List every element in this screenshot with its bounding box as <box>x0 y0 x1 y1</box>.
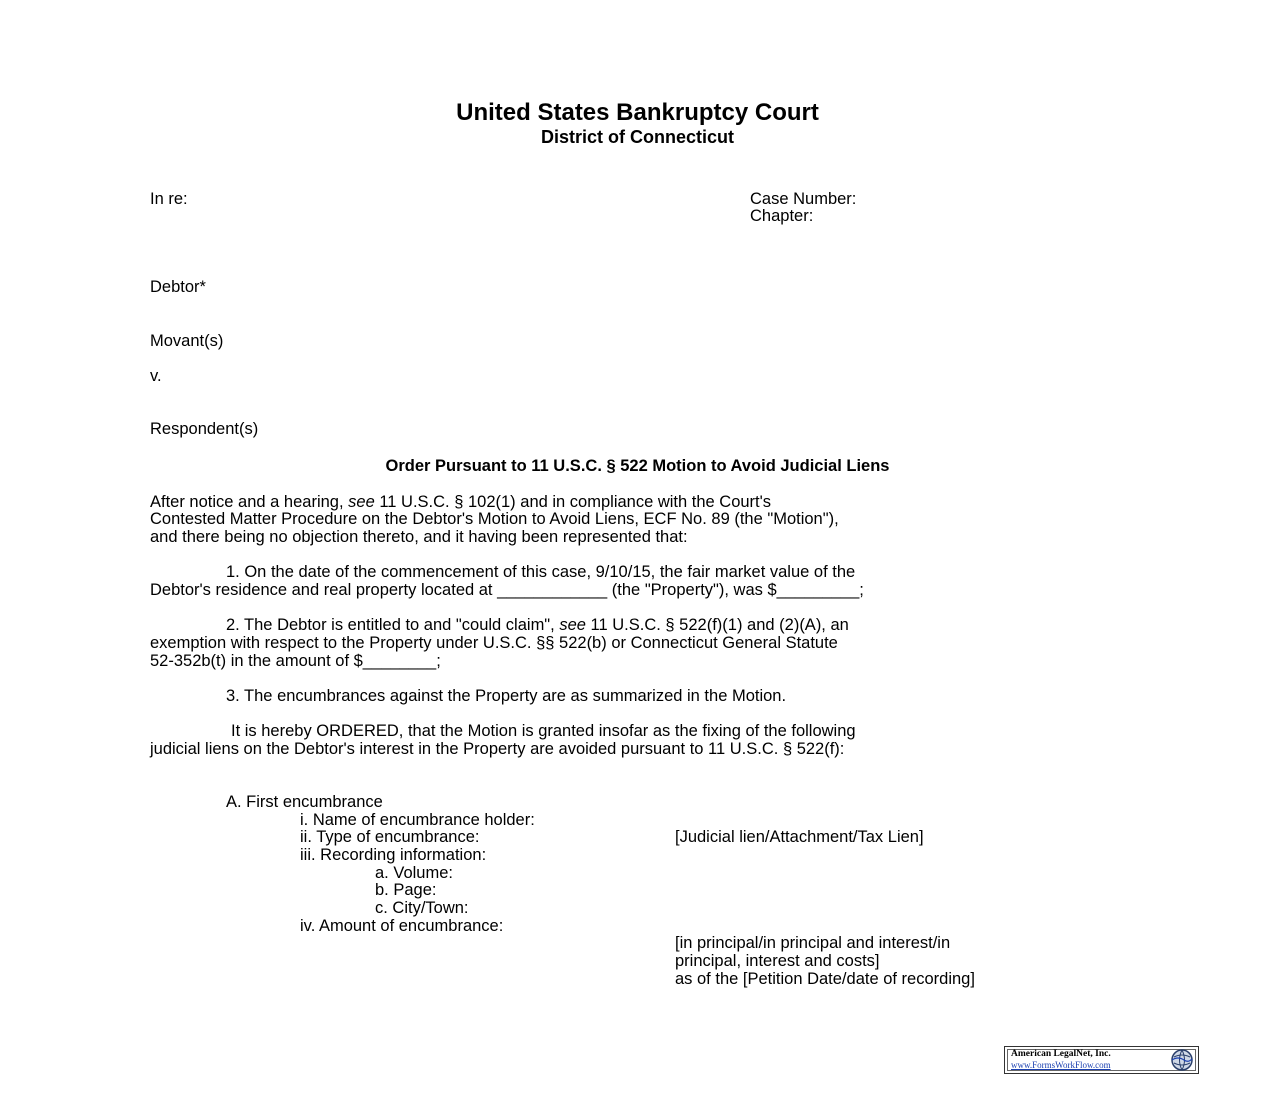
respondent-label: Respondent(s) <box>150 420 259 438</box>
logo-company-name: American LegalNet, Inc. <box>1011 1049 1111 1059</box>
city-town-label: c. City/Town: <box>375 899 469 917</box>
encumbrance-amount-value-3: as of the [Petition Date/date of recording] <box>675 970 975 988</box>
encumbrance-amount-value-1: [in principal/in principal and interest/in <box>675 934 951 952</box>
american-legalnet-logo[interactable] <box>1004 1046 1199 1074</box>
encumbrance-amount-value-2: principal, interest and costs] <box>675 952 880 970</box>
district-subtitle: District of Connecticut <box>540 127 734 147</box>
chapter-label: Chapter: <box>750 207 814 225</box>
movant-label: Movant(s) <box>150 332 224 350</box>
debtor-label: Debtor* <box>150 278 206 296</box>
finding-3: 3. The encumbrances against the Property are as summarized in the Motion. <box>226 687 787 705</box>
case-number-label: Case Number: <box>750 190 857 208</box>
recording-info-label: iii. Recording information: <box>300 846 487 864</box>
encumbrance-type-value: [Judicial lien/Attachment/Tax Lien] <box>675 828 924 846</box>
finding-1-line-1: 1. On the date of the commencement of this case, 9/10/15, the fair market value of the <box>226 563 856 581</box>
in-re-label: In re: <box>150 190 188 208</box>
encumbrance-holder-label: i. Name of encumbrance holder: <box>300 811 535 829</box>
volume-label: a. Volume: <box>375 864 453 882</box>
finding-2-line-3: 52-352b(t) in the amount of $________; <box>150 652 441 670</box>
ordered-line-1: It is hereby ORDERED, that the Motion is granted insofar as the fixing of the following <box>231 722 856 740</box>
globe-icon <box>1170 1048 1194 1072</box>
intro-line-3: and there being no objection thereto, and it having been represented that: <box>150 528 688 546</box>
order-title: Order Pursuant to 11 U.S.C. § 522 Motion to Avoid Judicial Liens <box>385 457 890 475</box>
encumbrance-amount-label: iv. Amount of encumbrance: <box>300 917 504 935</box>
intro-line-2: Contested Matter Procedure on the Debtor's Motion to Avoid Liens, ECF No. 89 (the "Motion"), <box>150 510 839 528</box>
logo-website-link[interactable]: www.FormsWorkFlow.com <box>1011 1060 1111 1070</box>
page-label: b. Page: <box>375 881 437 899</box>
versus-label: v. <box>150 367 162 385</box>
encumbrance-heading: A. First encumbrance <box>226 793 383 811</box>
finding-2-line-1: 2. The Debtor is entitled to and "could claim", see 11 U.S.C. § 522(f)(1) and (2)(A), an <box>226 616 849 634</box>
intro-line-1: After notice and a hearing, see 11 U.S.C. § 102(1) and in compliance with the Court's <box>150 493 772 511</box>
encumbrance-type-label: ii. Type of encumbrance: <box>300 828 480 846</box>
ordered-line-2: judicial liens on the Debtor's interest in the Property are avoided pursuant to 11 U.S.C. § 522(f): <box>150 740 845 758</box>
court-title: United States Bankruptcy Court <box>456 99 819 126</box>
finding-2-line-2: exemption with respect to the Property under U.S.C. §§ 522(b) or Connecticut General Statute <box>150 634 838 652</box>
finding-1-line-2: Debtor's residence and real property located at ____________ (the "Property"), was $_________; <box>150 581 864 599</box>
